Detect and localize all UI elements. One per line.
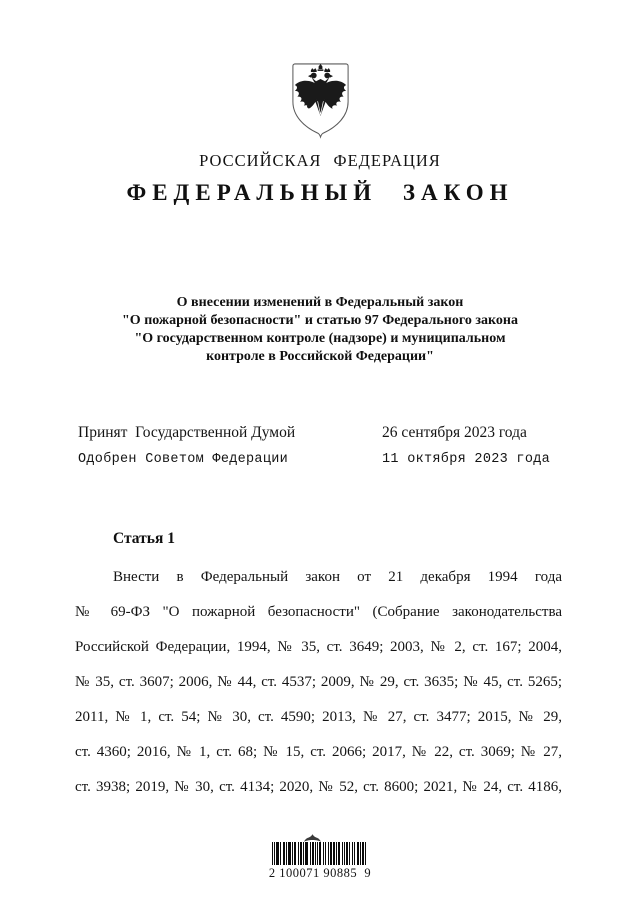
paragraph-line-3: Российской Федерации, 1994, № 35, ст. 3649; 2003, № 2, ст. 167; 2004,: [75, 639, 562, 655]
paragraph-line-7: ст. 3938; 2019, № 30, ст. 4134; 2020, № 52, ст. 8600; 2021, № 24, ст. 4186,: [75, 779, 562, 795]
approved-by-council-date: 11 октября 2023 года: [382, 452, 551, 467]
barcode: [268, 830, 372, 882]
paragraph-line-2: № 69-ФЗ "О пожарной безопасности" (Собрание законодательства: [75, 604, 562, 620]
country-heading: РОССИЙСКАЯ ФЕДЕРАЦИЯ: [199, 151, 441, 170]
adopted-by-duma-date: 26 сентября 2023 года: [382, 424, 527, 441]
document-type-heading: ФЕДЕРАЛЬНЫЙ ЗАКОН: [126, 180, 514, 205]
publisher-emblem-icon: [303, 830, 322, 840]
coat-of-arms-icon: [288, 62, 353, 139]
paragraph-line-1: Внести в Федеральный закон от 21 декабря 1994 года: [113, 569, 562, 585]
paragraph-line-6: ст. 4360; 2016, № 1, ст. 68; № 15, ст. 2066; 2017, № 22, ст. 3069; № 27,: [75, 744, 562, 760]
law-title-line-2: "О пожарной безопасности" и статью 97 Федерального закона: [122, 313, 518, 328]
article-1-paragraph: [75, 560, 562, 805]
barcode-digits: 2 100071 90885 9: [268, 866, 372, 880]
adopted-by-duma-label: Принят Государственной Думой: [78, 424, 296, 441]
barcode-bars: [272, 842, 366, 865]
approved-by-council-label: Одобрен Советом Федерации: [78, 452, 289, 467]
law-title-line-3: "О государственном контроле (надзоре) и муниципальном: [134, 331, 506, 346]
paragraph-line-4: № 35, ст. 3607; 2006, № 44, ст. 4537; 2009, № 29, ст. 3635; № 45, ст. 5265;: [75, 674, 562, 690]
article-1-heading: Статья 1: [113, 530, 175, 547]
law-title: [40, 294, 600, 366]
paragraph-line-5: 2011, № 1, ст. 54; № 30, ст. 4590; 2013, № 27, ст. 3477; 2015, № 29,: [75, 709, 562, 725]
law-title-line-4: контроле в Российской Федерации": [206, 349, 434, 364]
law-title-line-1: О внесении изменений в Федеральный закон: [176, 295, 464, 310]
